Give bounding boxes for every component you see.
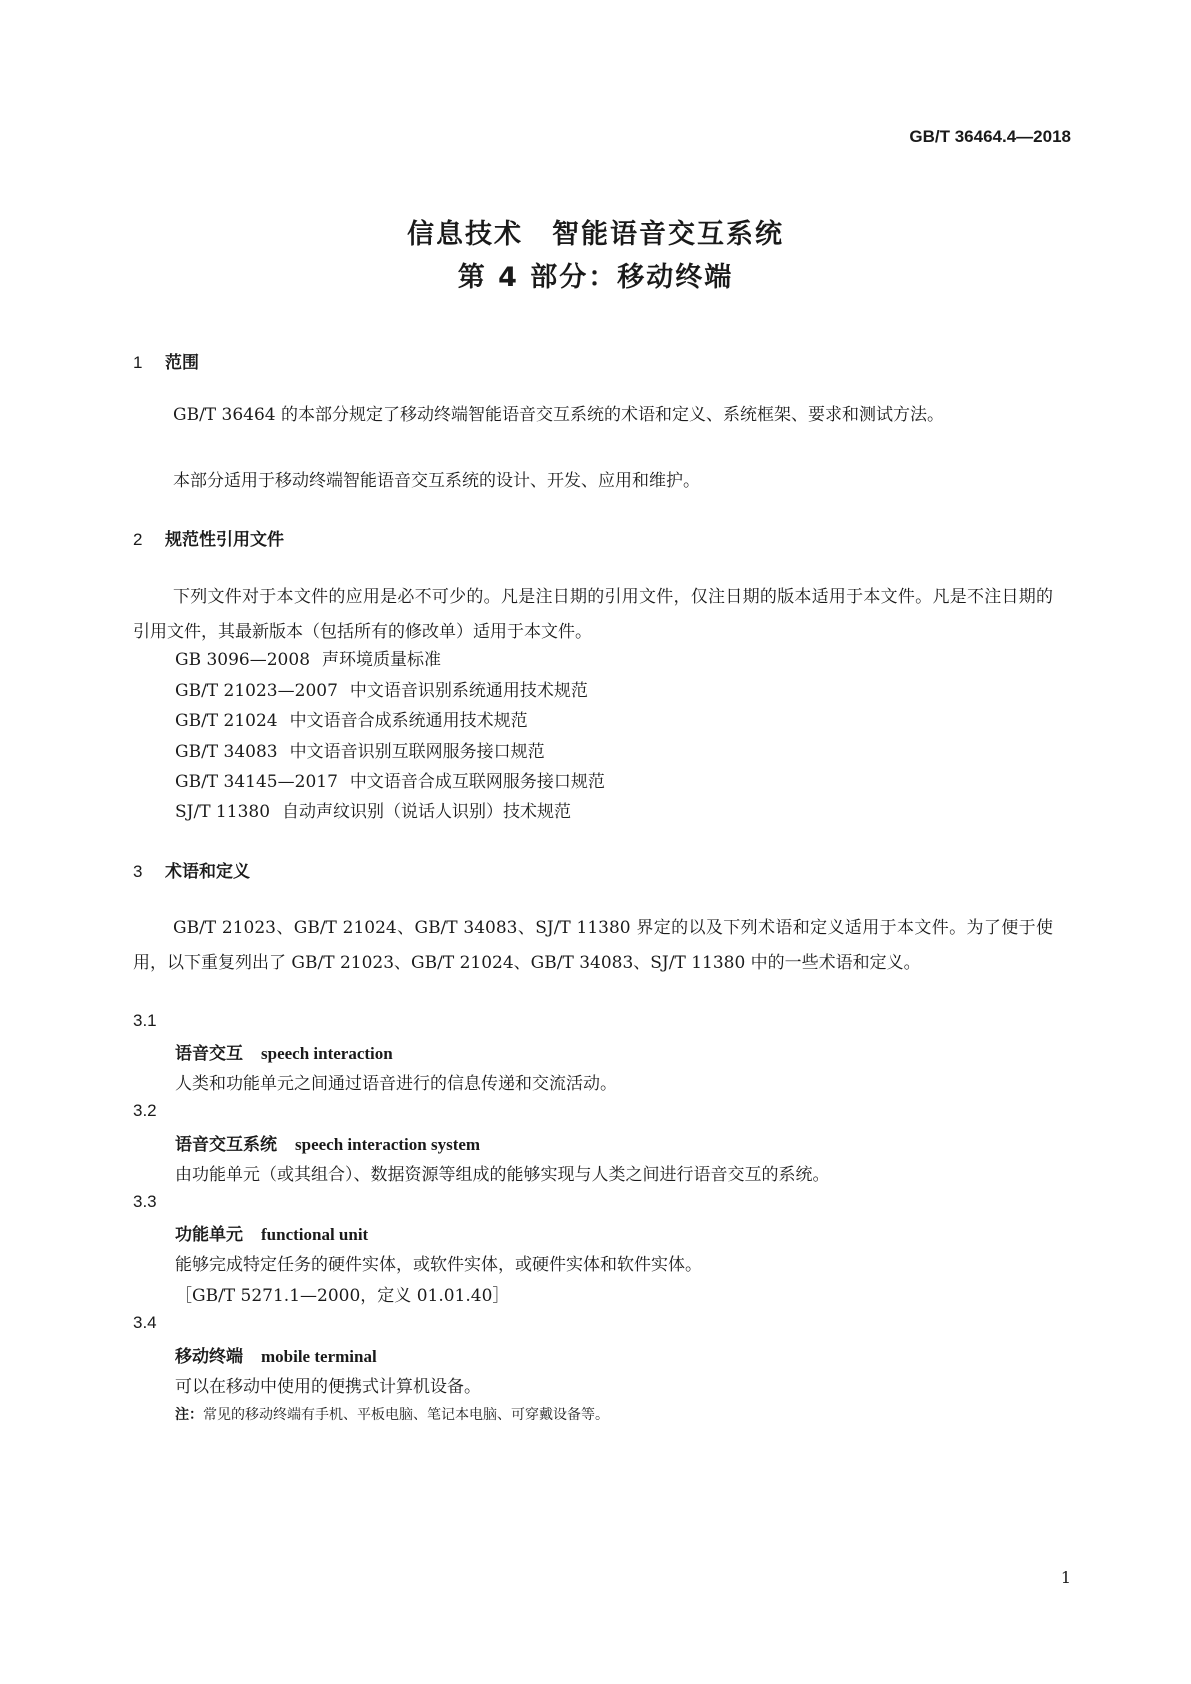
section-heading-terms-definitions — [133, 857, 250, 882]
term-number: 3.1 — [133, 1011, 157, 1030]
reference-item — [175, 797, 571, 822]
section-heading-scope — [133, 348, 199, 373]
section-heading-normative-references — [133, 525, 284, 550]
reference-title: 中文语音识别系统通用技术规范 — [349, 681, 588, 701]
term-note — [175, 1404, 609, 1424]
term-zh: 功能单元 — [175, 1225, 243, 1245]
section-number: 3 — [133, 862, 143, 881]
term-en: speech interaction — [261, 1044, 393, 1063]
title-line-1: 信息技术 智能语音交互系统 — [407, 219, 784, 250]
term-entry — [175, 1039, 393, 1064]
section-number: 2 — [133, 530, 143, 549]
term-number: 3.3 — [133, 1192, 157, 1211]
paragraph: GB/T 36464 的本部分规定了移动终端智能语音交互系统的术语和定义、系统框架、要求和测试方法。 — [173, 405, 945, 425]
term-source: ［GB/T 5271.1—2000，定义 01.01.40］ — [175, 1286, 510, 1306]
term-number: 3.4 — [133, 1313, 157, 1332]
reference-item — [175, 676, 588, 701]
reference-code: GB/T 34145—2017 — [175, 772, 338, 792]
document-id: GB/T 36464.4—2018 — [909, 127, 1071, 146]
term-definition: 能够完成特定任务的硬件实体，或软件实体，或硬件实体和软件实体。 — [175, 1255, 702, 1275]
title-line-2: 第 4 部分：移动终端 — [457, 262, 734, 293]
term-zh: 语音交互系统 — [175, 1135, 277, 1155]
reference-title: 声环境质量标准 — [322, 650, 442, 670]
term-number: 3.2 — [133, 1101, 157, 1120]
paragraph: 本部分适用于移动终端智能语音交互系统的设计、开发、应用和维护。 — [173, 471, 700, 491]
reference-code: GB/T 34083 — [175, 742, 278, 762]
paragraph: GB/T 21023、GB/T 21024、GB/T 34083、SJ/T 11380 界定的以及下列术语和定义适用于本文件。为了便于使用，以下重复列出了 GB/T 21023、GB/T 21024、GB/T 34083、SJ/T 11380 中的一些术语和定义。 — [133, 918, 1053, 973]
reference-code: GB 3096—2008 — [175, 650, 311, 670]
term-zh: 语音交互 — [175, 1044, 243, 1064]
reference-item — [175, 706, 528, 731]
note-text: 常见的移动终端有手机、平板电脑、笔记本电脑、可穿戴设备等。 — [203, 1407, 609, 1423]
section-title: 规范性引用文件 — [165, 530, 284, 550]
term-entry — [175, 1342, 377, 1367]
term-en: functional unit — [261, 1225, 369, 1244]
section-title: 术语和定义 — [165, 862, 250, 882]
term-definition: 人类和功能单元之间通过语音进行的信息传递和交流活动。 — [175, 1074, 617, 1094]
note-label: 注： — [175, 1407, 203, 1423]
section-number: 1 — [133, 353, 143, 372]
reference-title: 中文语音合成互联网服务接口规范 — [349, 772, 605, 792]
reference-item — [175, 767, 605, 792]
term-definition: 可以在移动中使用的便携式计算机设备。 — [175, 1377, 481, 1397]
paragraph: 下列文件对于本文件的应用是必不可少的。凡是注日期的引用文件，仅注日期的版本适用于本文件。凡是不注日期的引用文件，其最新版本（包括所有的修改单）适用于本文件。 — [133, 587, 1053, 642]
reference-code: GB/T 21023—2007 — [175, 681, 338, 701]
term-entry — [175, 1220, 368, 1245]
reference-title: 中文语音合成系统通用技术规范 — [289, 711, 528, 731]
reference-title: 自动声纹识别（说话人识别）技术规范 — [282, 802, 572, 822]
term-definition: 由功能单元（或其组合）、数据资源等组成的能够实现与人类之间进行语音交互的系统。 — [175, 1165, 830, 1185]
term-entry — [175, 1130, 480, 1155]
reference-item — [175, 645, 441, 670]
term-en: speech interaction system — [295, 1135, 481, 1154]
reference-item — [175, 737, 545, 762]
reference-title: 中文语音识别互联网服务接口规范 — [289, 742, 545, 762]
term-en: mobile terminal — [261, 1347, 377, 1366]
reference-code: SJ/T 11380 — [175, 802, 271, 822]
section-title: 范围 — [165, 353, 199, 373]
term-zh: 移动终端 — [175, 1347, 243, 1367]
page-number: 1 — [1060, 1568, 1071, 1587]
reference-code: GB/T 21024 — [175, 711, 278, 731]
